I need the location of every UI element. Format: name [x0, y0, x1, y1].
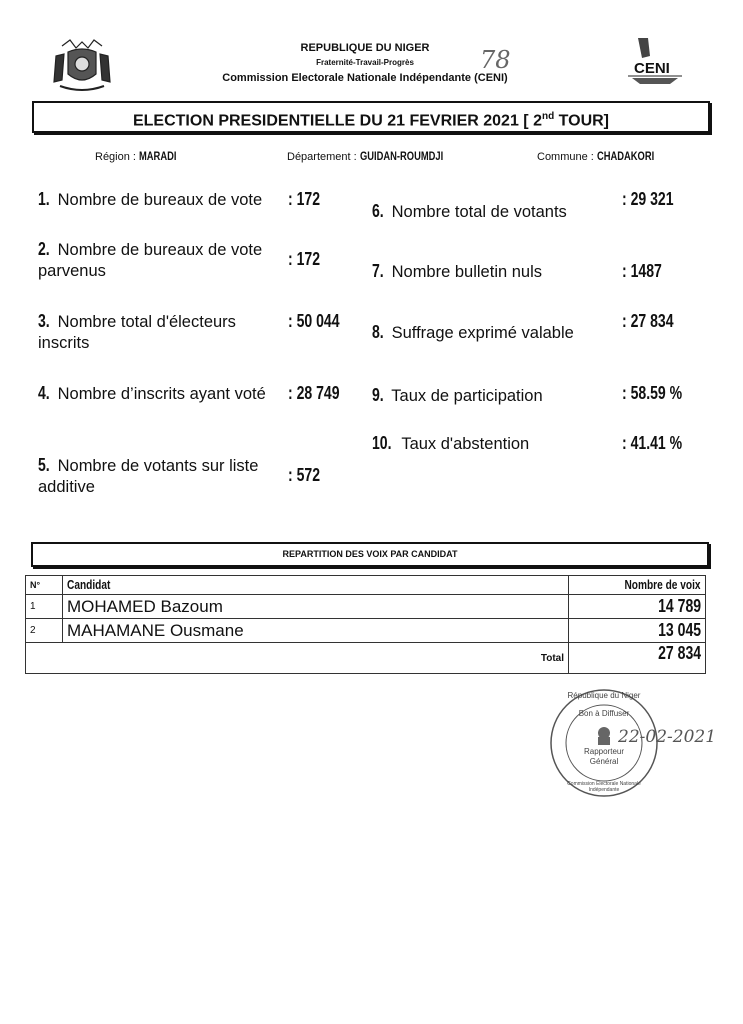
row-number: 2	[26, 619, 63, 643]
header-candidat: Candidat	[63, 576, 569, 595]
candidate-name: MAHAMANE Ousmane	[63, 619, 569, 643]
country-name: REPUBLIQUE DU NIGER	[300, 42, 430, 54]
stat-total-votants: 6. Nombre total de votants	[372, 201, 567, 221]
table-total-row	[26, 643, 706, 674]
stamp-line-rapporteur: Rapporteur	[583, 747, 625, 756]
repartition-title: REPARTITION DES VOIX PAR CANDIDAT	[282, 549, 458, 559]
header-nombre-voix: Nombre de voix	[569, 576, 706, 595]
commune-field: Commune : CHADAKORI	[537, 149, 655, 163]
stamp-line-bon-a-diffuser: Bon à Diffuser	[578, 709, 630, 718]
stat-liste-additive: 5. Nombre de votants sur liste additive	[38, 455, 259, 496]
total-label: Total	[26, 643, 569, 674]
stat-inscrits-ayant-vote: 4. Nombre d’inscrits ayant voté	[38, 383, 266, 403]
table-row	[26, 595, 706, 619]
stamp-outer-top: République du Niger	[567, 691, 641, 700]
stat-electeurs-inscrits: 3. Nombre total d'électeurs inscrits	[38, 311, 236, 352]
row-number: 1	[26, 595, 63, 619]
table-header-row	[26, 576, 706, 595]
results-table	[25, 575, 706, 674]
candidate-name: MOHAMED Bazoum	[63, 595, 569, 619]
stat-taux-abstention-value: : 41.41 %	[622, 433, 683, 453]
stat-total-votants-value: : 29 321	[622, 189, 674, 209]
stat-bureaux-vote-value: : 172	[288, 189, 321, 209]
candidate-votes: 14 789	[569, 595, 706, 619]
coat-of-arms-emblem	[50, 36, 114, 94]
stat-inscrits-ayant-vote-value: : 28 749	[288, 383, 340, 403]
repartition-banner	[31, 542, 709, 567]
stat-taux-abstention: 10. Taux d'abstention	[372, 433, 530, 453]
ceni-logo-text: CENI	[634, 60, 670, 77]
commission-name: Commission Electorale Nationale Indépendante (CENI)	[222, 72, 508, 84]
stat-suffrage-exprime: 8. Suffrage exprimé valable	[372, 322, 574, 342]
stamp-line-general: Général	[589, 757, 619, 766]
header-number: N°	[26, 576, 63, 595]
election-title-banner	[32, 101, 710, 133]
stat-bureaux-parvenus: 2. Nombre de bureaux de vote parvenus	[38, 239, 263, 280]
table-row	[26, 619, 706, 643]
stat-liste-additive-value: : 572	[288, 465, 321, 485]
handwritten-page-number: 78	[480, 46, 511, 74]
departement-field: Département : GUIDAN-ROUMDJI	[287, 149, 443, 163]
stat-electeurs-inscrits-value: : 50 044	[288, 311, 340, 331]
national-motto: Fraternité-Travail-Progrès	[316, 58, 414, 67]
stat-suffrage-exprime-value: : 27 834	[622, 311, 674, 331]
stamp-outer-bottom: Commission Electorale Nationale Indépendante	[567, 781, 641, 793]
stat-taux-participation-value: : 58.59 %	[622, 383, 683, 403]
total-value: 27 834	[569, 643, 706, 674]
stat-bulletins-nuls-value: : 1487	[622, 261, 662, 281]
election-title: ELECTION PRESIDENTIELLE DU 21 FEVRIER 2021 [ 2nd TOUR]	[132, 111, 609, 130]
region-field: Région : MARADI	[95, 149, 177, 163]
stat-bureaux-vote: 1. Nombre de bureaux de vote	[38, 189, 263, 209]
handwritten-date: 22-02-2021	[618, 727, 717, 747]
stat-taux-participation: 9. Taux de participation	[372, 385, 543, 405]
candidate-votes: 13 045	[569, 619, 706, 643]
ceni-logo	[620, 36, 690, 86]
stat-bulletins-nuls: 7. Nombre bulletin nuls	[372, 261, 543, 281]
stat-bureaux-parvenus-value: : 172	[288, 249, 321, 269]
